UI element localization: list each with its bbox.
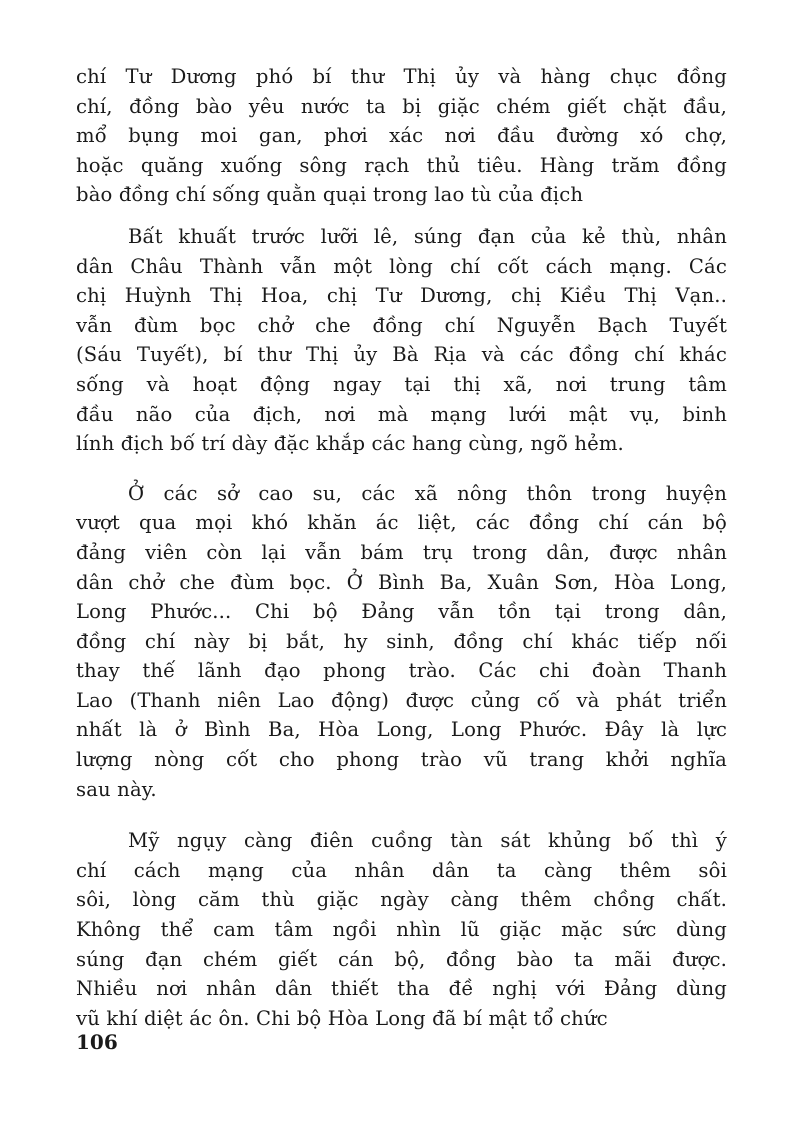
text-line: vũ khí diệt ác ôn. Chi bộ Hòa Long đã bí mật tổ chức [76,1006,608,1030]
text-line: đầu não của địch, nơi mà mạng lưới mật vụ, binh [76,402,727,426]
body-text [76,62,727,1033]
paragraph [76,826,727,1033]
text-line: sống và hoạt động ngay tại thị xã, nơi trung tâm [76,372,727,396]
paragraph [76,222,727,459]
text-line: sau này. [76,777,157,801]
text-line: vượt qua mọi khó khăn ác liệt, các đồng chí cán bộ [76,511,727,535]
text-line: Không thể cam tâm ngồi nhìn lũ giặc mặc sức dùng [76,918,727,942]
text-line: lượng nòng cốt cho phong trào vũ trang khởi nghĩa [76,748,727,772]
text-line: lính địch bố trí dày đặc khắp các hang cùng, ngõ hẻm. [76,432,624,456]
text-line: thay thế lãnh đạo phong trào. Các chi đoàn Thanh [76,659,727,683]
text-line: Nhiều nơi nhân dân thiết tha đề nghị với Đảng dùng [76,977,727,1001]
paragraph [76,62,727,210]
paragraph [76,479,727,805]
text-line: đảng viên còn lại vẫn bám trụ trong dân, được nhân [76,540,727,564]
text-line: Bất khuất trước lưỡi lê, súng đạn của kẻ thù, nhân [128,224,727,248]
text-line: dân chở che đùm bọc. Ở Bình Ba, Xuân Sơn, Hòa Long, [76,570,727,594]
text-line: mổ bụng moi gan, phơi xác nơi đầu đường xó chợ, [76,124,727,148]
text-line: súng đạn chém giết cán bộ, đồng bào ta mãi được. [76,947,727,971]
text-line: chí Tư Dương phó bí thư Thị ủy và hàng chục đồng [76,65,727,88]
text-line: bào đồng chí sống quằn quại trong lao tù của địch [76,183,584,207]
text-line: Mỹ ngụy càng điên cuồng tàn sát khủng bố thì ý [128,829,727,853]
text-line: chí, đồng bào yêu nước ta bị giặc chém giết chặt đầu, [76,94,727,118]
text-line: vẫn đùm bọc chở che đồng chí Nguyễn Bạch Tuyết [76,313,727,337]
text-line: nhất là ở Bình Ba, Hòa Long, Long Phước. Đây là lực [76,718,727,742]
page-number: 106 [76,1030,118,1054]
text-line: đồng chí này bị bắt, hy sinh, đồng chí khác tiếp nối [76,629,727,653]
text-line: chí cách mạng của nhân dân ta càng thêm sôi [76,858,727,882]
text-line: hoặc quăng xuống sông rạch thủ tiêu. Hàng trăm đồng [76,153,727,177]
text-line: sôi, lòng căm thù giặc ngày càng thêm chồng chất. [76,888,727,912]
text-line: dân Châu Thành vẫn một lòng chí cốt cách mạng. Các [76,254,727,278]
text-line: (Sáu Tuyết), bí thư Thị ủy Bà Rịa và các đồng chí khác [76,343,727,367]
text-line: Ở các sở cao su, các xã nông thôn trong huyện [128,481,727,505]
text-line: Lao (Thanh niên Lao động) được củng cố và phát triển [76,688,727,712]
text-line: chị Huỳnh Thị Hoa, chị Tư Dương, chị Kiều Thị Vạn.. [76,284,727,308]
text-line: Long Phước... Chi bộ Đảng vẫn tồn tại trong dân, [76,600,727,624]
